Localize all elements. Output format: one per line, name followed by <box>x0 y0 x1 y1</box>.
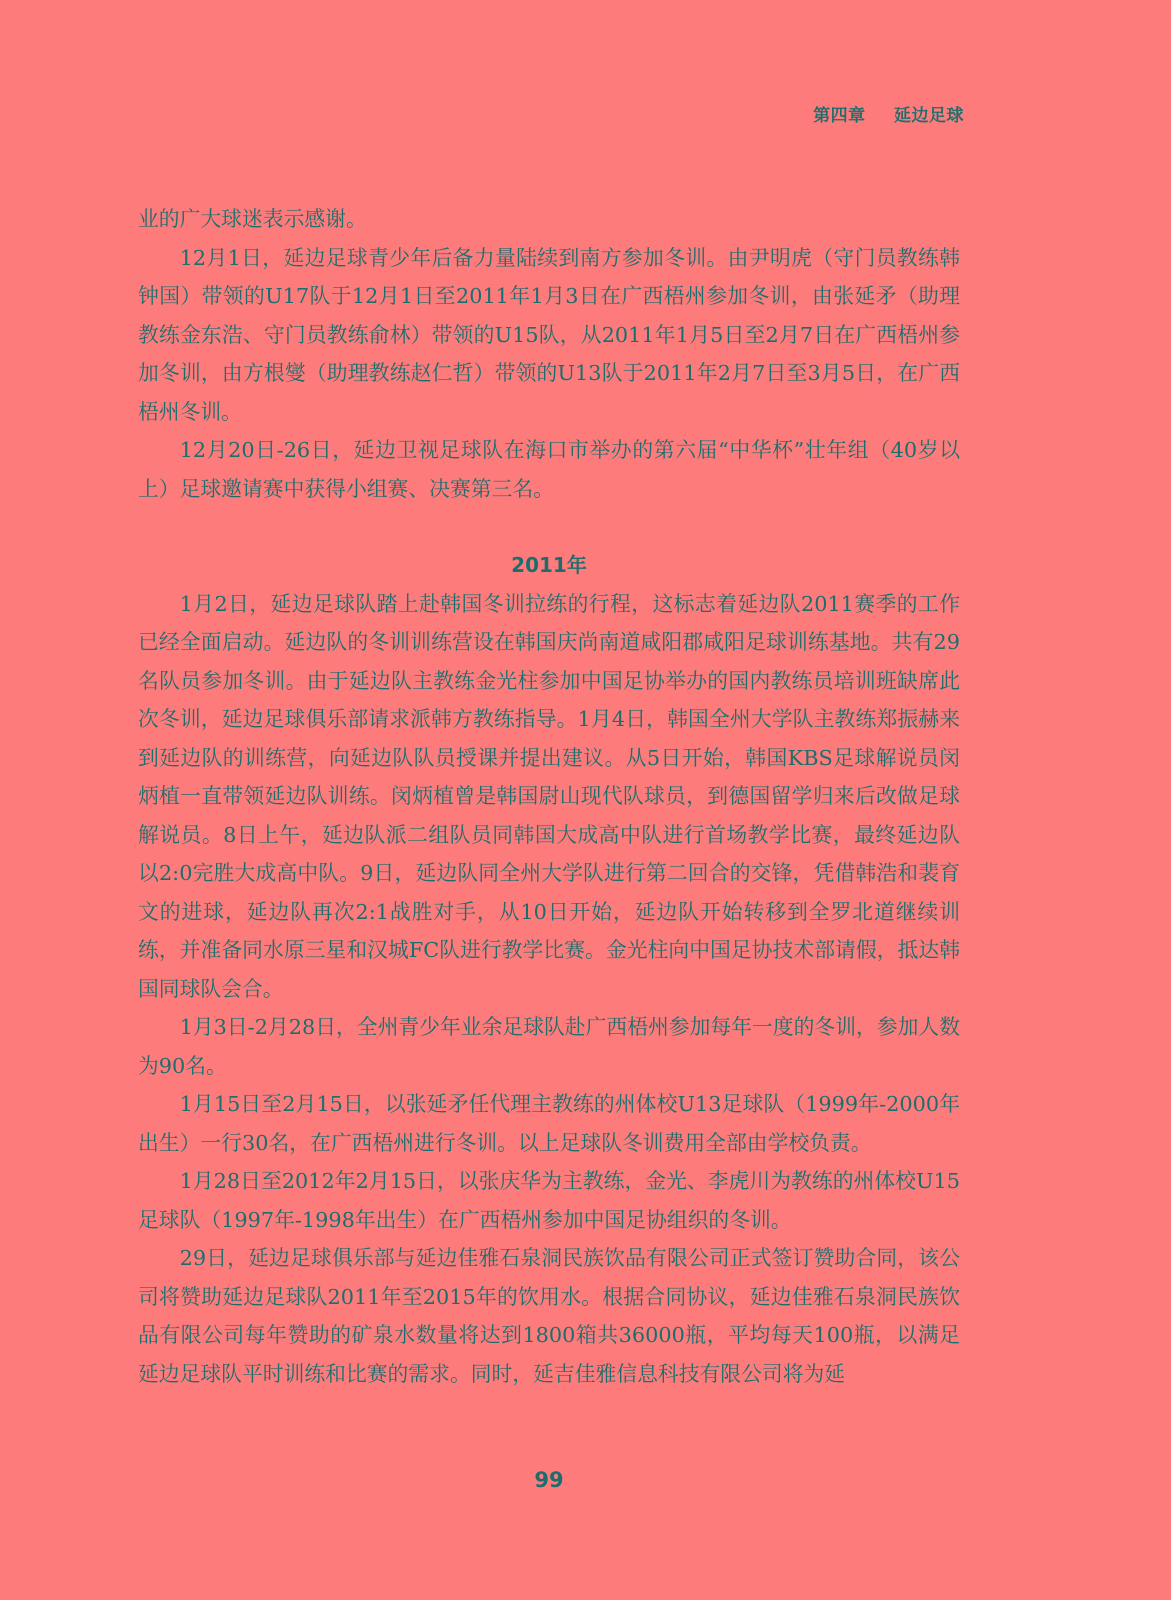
chapter-title: 延边足球 <box>894 106 964 126</box>
paragraph: 1月2日，延边足球队踏上赴韩国冬训拉练的行程，这标志着延边队2011赛季的工作已经全面启动。延边队的冬训训练营设在韩国庆尚南道咸阳郡咸阳足球训练基地。共有29名队员参加冬训。由于延边队主教练金光柱参加中国足协举办的国内教练员培训班缺席此次冬训，延边足球俱乐部请求派韩方教练指导。1月4日，韩国全州大学队主教练郑振赫来到延边队的训练营，向延边队队员授课并提出建议。从5日开始，韩国KBS足球解说员闵炳植一直带领延边队训练。闵炳植曾是韩国尉山现代队球员，到德国留学归来后改做足球解说员。8日上午，延边队派二组队员同韩国大成高中队进行首场教学比赛，最终延边队以2:0完胜大成高中队。9日，延边队同全州大学队进行第二回合的交锋，凭借韩浩和裴育文的进球，延边队再次2:1战胜对手，从10日开始，延边队开始转移到全罗北道继续训练，并准备同水原三星和汉城FC队进行教学比赛。金光柱向中国足协技术部请假，抵达韩国同球队会合。 <box>138 591 960 1001</box>
chapter-label: 第四章 <box>813 106 866 126</box>
paragraph: 12月20日-26日，延边卫视足球队在海口市举办的第六届“中华杯”壮年组（40岁以上）足球邀请赛中获得小组赛、决赛第三名。 <box>138 438 960 501</box>
paragraph: 1月15日至2月15日，以张延矛任代理主教练的州体校U13足球队（1999年-2000年出生）一行30名，在广西梧州进行冬训。以上足球队冬训费用全部由学校负责。 <box>138 1092 960 1155</box>
paragraph-continued: 业的广大球迷表示感谢。 <box>138 207 367 231</box>
year-heading: 2011年 <box>511 553 587 577</box>
paragraph: 12月1日，延边足球青少年后备力量陆续到南方参加冬训。由尹明虎（守门员教练韩钟国）带领的U17队于12月1日至2011年1月3日在广西梧州参加冬训，由张延矛（助理教练金东浩、守门员教练俞林）带领的U15队，从2011年1月5日至2月7日在广西梧州参加冬训，由方根燮（助理教练赵仁哲）带领的U13队于2011年2月7日至3月5日，在广西梧州冬训。 <box>138 245 960 424</box>
running-header <box>813 101 964 126</box>
paragraph: 1月28日至2012年2月15日，以张庆华为主教练，金光、李虎川为教练的州体校U15足球队（1997年-1998年出生）在广西梧州参加中国足协组织的冬训。 <box>138 1169 960 1232</box>
paragraph: 1月3日-2月28日，全州青少年业余足球队赴广西梧州参加每年一度的冬训，参加人数为90名。 <box>138 1015 960 1078</box>
page-number: 99 <box>534 1468 564 1492</box>
paragraph: 29日，延边足球俱乐部与延边佳雅石泉洞民族饮品有限公司正式签订赞助合同，该公司将赞助延边足球队2011年至2015年的饮用水。根据合同协议，延边佳雅石泉洞民族饮品有限公司每年赞助的矿泉水数量将达到1800箱共36000瓶，平均每天100瓶，以满足延边足球队平时训练和比赛的需求。同时，延吉佳雅信息科技有限公司将为延 <box>138 1246 960 1386</box>
body-text <box>138 200 960 1393</box>
